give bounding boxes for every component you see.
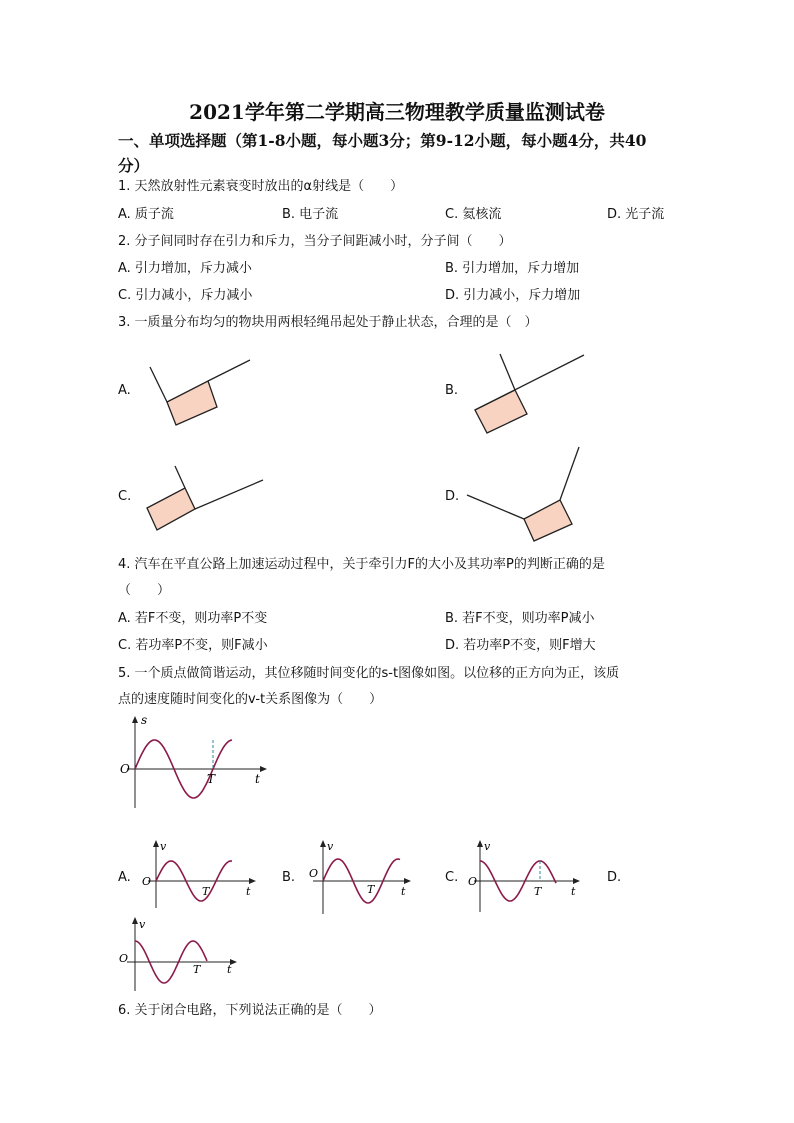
- q1-option-d: D. 光子流: [607, 207, 665, 222]
- q2-option-c: C. 引力减小，斥力减小: [118, 288, 253, 303]
- q4-option-a: A. 若F不变，则功率P不变: [118, 611, 268, 626]
- vt-a-period: T: [202, 885, 210, 898]
- q3-figure-c: [140, 462, 270, 537]
- question-2: 2. 分子间同时存在引力和斥力，当分子间距减小时，分子间（ ）: [118, 234, 512, 249]
- st-graph: [115, 712, 275, 812]
- q2-option-d: D. 引力减小，斥力增加: [445, 288, 581, 303]
- vt-a-t: t: [246, 885, 251, 898]
- q3-figure-a: [140, 350, 260, 440]
- st-s-label: s: [141, 713, 148, 727]
- st-origin-label: O: [120, 762, 130, 776]
- q1-option-b: B. 电子流: [282, 207, 339, 222]
- q5-label-d: D.: [607, 870, 622, 885]
- q3-label-c: C.: [118, 489, 132, 504]
- st-t-label: t: [255, 772, 260, 786]
- question-4: 4. 汽车在平直公路上加速运动过程中，关于牵引力F的大小及其功率P的判断正确的是: [118, 557, 605, 572]
- vt-graph-d: [115, 915, 245, 995]
- section-header-cont: 分）: [118, 156, 150, 175]
- vt-d-t: t: [227, 963, 232, 976]
- vt-c-period: T: [534, 885, 542, 898]
- section-header: 一、单项选择题（第1-8小题，每小题3分；第9-12小题，每小题4分，共40: [118, 131, 647, 150]
- q3-figure-b: [465, 350, 590, 440]
- vt-graph-a: [140, 838, 260, 910]
- vt-d-period: T: [193, 963, 201, 976]
- q1-option-c: C. 氦核流: [445, 207, 502, 222]
- question-5-cont: 点的速度随时间变化的v-t关系图像为（ ）: [118, 692, 383, 707]
- vt-b-v-label: v: [327, 840, 334, 853]
- q5-label-b: B.: [282, 870, 296, 885]
- q5-label-a: A.: [118, 870, 131, 885]
- q4-option-d: D. 若功率P不变，则F增大: [445, 638, 596, 653]
- exam-title: 2021学年第二学期高三物理教学质量监测试卷: [189, 100, 605, 124]
- q2-option-a: A. 引力增加，斥力减小: [118, 261, 252, 276]
- question-6: 6. 关于闭合电路，下列说法正确的是（ ）: [118, 1003, 382, 1018]
- vt-d-v-label: v: [139, 918, 146, 931]
- q4-option-b: B. 若F不变，则功率P减小: [445, 611, 595, 626]
- question-5: 5. 一个质点做简谐运动，其位移随时间变化的s-t图像如图。以位移的正方向为正，该质: [118, 666, 620, 681]
- vt-a-origin: O: [142, 875, 152, 888]
- vt-c-origin: O: [468, 875, 478, 888]
- vt-b-t: t: [401, 885, 406, 898]
- question-4-cont: （ ）: [118, 583, 171, 598]
- q3-label-b: B.: [445, 383, 459, 398]
- q3-figure-d: [462, 440, 587, 550]
- vt-c-t: t: [571, 885, 576, 898]
- vt-a-v-label: v: [160, 840, 167, 853]
- vt-c-v-label: v: [484, 840, 491, 853]
- vt-b-period: T: [367, 883, 375, 896]
- question-3: 3. 一质量分布均匀的物块用两根轻绳吊起处于静止状态，合理的是（ ）: [118, 315, 538, 330]
- q5-label-c: C.: [445, 870, 459, 885]
- vt-graph-c: [468, 838, 588, 916]
- question-1: 1. 天然放射性元素衰变时放出的α射线是（ ）: [118, 179, 404, 194]
- q2-option-b: B. 引力增加，斥力增加: [445, 261, 580, 276]
- q4-option-c: C. 若功率P不变，则F减小: [118, 638, 268, 653]
- st-period-label: T: [207, 772, 216, 786]
- q3-label-d: D.: [445, 489, 460, 504]
- vt-d-origin: O: [119, 952, 129, 965]
- q1-option-a: A. 质子流: [118, 207, 174, 222]
- q3-label-a: A.: [118, 383, 131, 398]
- vt-graph-b: [305, 838, 420, 918]
- vt-b-origin: O: [309, 867, 319, 880]
